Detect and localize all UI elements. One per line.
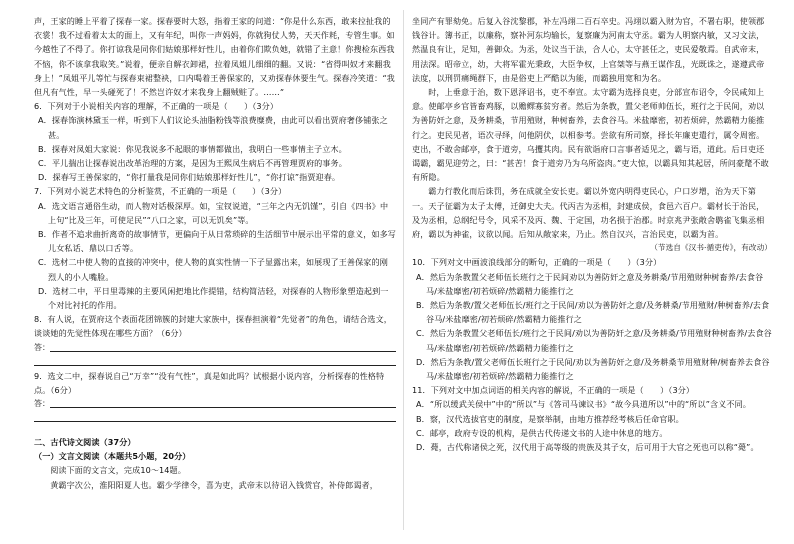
left-column [34, 14, 396, 492]
question-7-option-d: D．选材二中，平日里毒辣的主要风闲把地比作提错，结构简洁轻，对探春的人物形象塑造起到一个对比衬托的作用。 [38, 285, 389, 311]
question-6-option-b: B．探春对凤姐大家说：你见我说多不起眼的事情都做出，我明白一些事情主子立木。 [38, 143, 347, 154]
right-column [412, 14, 772, 454]
passage-paragraph: 声，王家的睡上平着了探春一家。探春要时大怒，指着王家的问道：“你是什么东西，敢来拉扯我的衣裳！我不过看着太太的面上，又有年纪，叫你一声妈妈，你就狗仗人势，天天作耗，专管生事。如今越性了不得了。你打谅我是同你们姑娘那样好性儿，由着你们欺负她，就错了主意！你搜检东西我不恼，你不该拿我取笑。”说着，便亲自解衣卸裙，拉着凤姐儿细细的翻。又说：“省得叫奴才来翻我身上！”凤姐平儿等忙与探春束裙整袂，口内喝着王善保家的，又劝探春休要生气。探春冷笑道：“我但凡有气性，早一头碰死了！不然岂许奴才来我身上翻贼赃了。……” [34, 16, 395, 98]
passage-paragraph: 霸力行教化而后诛罚，务在成就全安长吏。霸以外宽内明得吏民心，户口岁增，治为天下第一。天子征霸为太子太傅，迁御史大夫。代丙吉为丞相，封建成侯，食邑六百户。霸材长于治民，及为丞相，总纲纪号令，风采不及丙、魏、于定国，功名损于治郡。时京兆尹张敞舍鹖雀飞集丞相府，霸以为神雀，议欲以闻。后知从敞家来，乃止。然自汉兴，言治民吏，以霸为首。 [412, 186, 765, 240]
question-11-option-c: C．邮亭，政府专设的机构，是供古代传递文书的人途中休息的地方。 [416, 427, 668, 438]
reading-instruction: 阅读下面的文言文，完成10～14题。 [50, 465, 186, 476]
passage-source: （节选自《汉书·循吏传》，有改动） [650, 243, 772, 253]
question-7-option-b: B．作者不追求曲折离奇的故事情节，更偏向于从日常琐碎的生活细节中展示出平常的意义，如多写儿女私话、鼎以口舌等。 [38, 229, 396, 254]
question-8-stem: 8．有人说，在贾府这个表面花团锦簇的封建大家族中，探春担演着“先觉者”的角色，请结合选文，谈谈她的先觉性体现在哪些方面？（6分） [34, 314, 392, 339]
question-7-stem: 7．下列对小说艺术特色的分析鉴赏，不正确的一项是（ ）（3分） [34, 186, 287, 197]
passage-first-line: 黄霸字次公，淮阳阳夏人也。霸少学律令，喜为吏，武帝末以待诏入钱赏官，补侍郎谒者， [50, 479, 378, 490]
question-7-option-a: A．选文语言通俗生动，而人物对话极深厚。如，宝钗说道，“三年之内无饥馑”，引自《四书》中上句“比及三年，可使足民”“八口之家，可以无饥矣”等。 [38, 200, 389, 225]
question-10-option-d: D．然后为条教/置父老师伍长班行之于民间/劝以为善防奸之意/及务耕桑节用殖财种/树畜养去食谷马/米盐靡密/初若烦碎/然霸精力能推行之 [416, 356, 770, 382]
question-11-option-a: A．“所以缓武关侯中”中的“所以”与《答司马谏议书》“故今具道所以”中的“所以”含义不同。 [416, 399, 751, 410]
question-10-option-c: C．然后为条教置父老师伍长/班行之于民间/劝以为善防奸之意/及务耕桑/节用殖财种树畜养/去食谷马/米盐靡密/初若烦碎/然霸精力能推行之 [416, 328, 772, 353]
question-11-stem: 11．下列对文中加点词语的相关内容的解说，不正确的一项是（ ）（3分） [412, 385, 695, 396]
question-6-option-a: A．探春饰演林黛玉一样，听到下人们议论头油脂粉钱等浪费糜费，由此可以看出贾府奢侈铺张之甚。 [38, 115, 388, 140]
answer-label: 答： [34, 399, 50, 409]
question-7-option-c: C．选材二中使人物的直接的冲突中，使人物的真实性情一下子显露出来，如展现了王善保家的刚烈人的小人嘴脸。 [38, 257, 388, 282]
question-11-option-d: D．薨，古代称诸侯之死，汉代用于高等级的贵族及其子女，后可用于大官之死也可以称“薨”。 [416, 442, 759, 453]
question-10-option-b: B．然后为条教/置父老师伍长/班行之于民间/劝以为善防奸之意/及务耕桑/节用殖财/种树畜养/去食谷马/米盐靡密/初若烦碎/然霸精力能推行之 [416, 300, 770, 325]
question-6-stem: 6．下列对于小说相关内容的理解，不正确的一项是（ ）（3分） [34, 101, 279, 112]
question-9-answer-line[interactable] [34, 397, 396, 411]
passage-paragraph: 时，上垂意于治，数下恩泽诏书，吏不奉宣。太守霸为选择良吏，分部宣布诏令，令民咸知上意。使邮亭乡官皆畜鸡豚，以赡鳏寡贫穷者。然后为条教，置父老师帅伍长，班行之于民间，劝以为善防奸之意，及务耕桑，节用殖财，种树畜养，去食谷马。米盐靡密，初若烦碎，然霸精力能推行之。吏民见者，语次寻绎，问他阴伏，以相参考。尝欲有所司察，择长年廉吏遣行，属令周密。吏出，不敢舍邮亭，食于道旁，乌攫其肉。民有欲诣府口言事者适见之，霸与语，道此。后日吏还谒霸，霸见迎劳之，曰：“甚苦！食于道旁乃为乌所盗肉。”吏大惊，以霸具知其起居，所问豪氂不敢有所隐。 [412, 87, 769, 183]
answer-blank-line[interactable] [34, 355, 396, 369]
section-title: 二、古代诗文阅读（37分） [34, 437, 136, 448]
question-6-option-c: C．平儿揣出让探春说出改革治理的方案，是因为王熙凤生病后不再管理贾府的事务。 [38, 158, 347, 169]
answer-blank-line[interactable] [34, 411, 396, 425]
question-8-answer-line[interactable] [34, 341, 396, 355]
question-9-stem: 9．选文二中，探春说自己“万幸”“没有气性”，真是如此吗？试根据小说内容，分析探春的性格特点。（6分） [34, 370, 385, 395]
question-6-option-d: D．探春写王善保家的，“你打量我是同你们姑娘那样好性儿”，“你打谅”指贾迎春。 [38, 172, 341, 183]
question-11-option-b: B．察，汉代选拔官吏的制度，是察举制，由地方推荐经考核后任命官职。 [416, 413, 684, 424]
answer-label: 答： [34, 342, 50, 352]
passage-paragraph: 坐同产有罪劾免。后复入谷沈黎郡，补左冯翊二百石卒史。冯翊以霸入财为官，不署右职，使领郡钱谷计。簿书正，以廉称，察补河东均输长，复察廉为河南太守丞。霸为人明察内敏，又习文法，然温良有让，足知，善御众。为丞，处议当于法，合人心，太守甚任之，吏民爱敬焉。自武帝末，用法深。昭帝立，幼，大将军霍光秉政，大臣争权，上官桀等与燕王谋作乱，光既诛之，遂遵武帝法度，以刑罚痛绳群下，由是俗吏上严酷以为能，而霸独用宽和为名。 [412, 16, 765, 83]
column-divider [403, 10, 404, 530]
question-10-option-a: A．然后为条教置父老师伍长班行之于民间劝以为善防奸之意及务耕桑/节用殖财种树畜养/去食谷马/米盐靡密/初若烦碎/然霸精力能推行之 [416, 271, 764, 296]
subsection-title: （一）文言文阅读（本题共5小题，20分） [34, 451, 191, 462]
question-10-stem: 10．下列对文中画波浪线部分的断句，正确的一项是（ ）（3分） [412, 257, 662, 268]
